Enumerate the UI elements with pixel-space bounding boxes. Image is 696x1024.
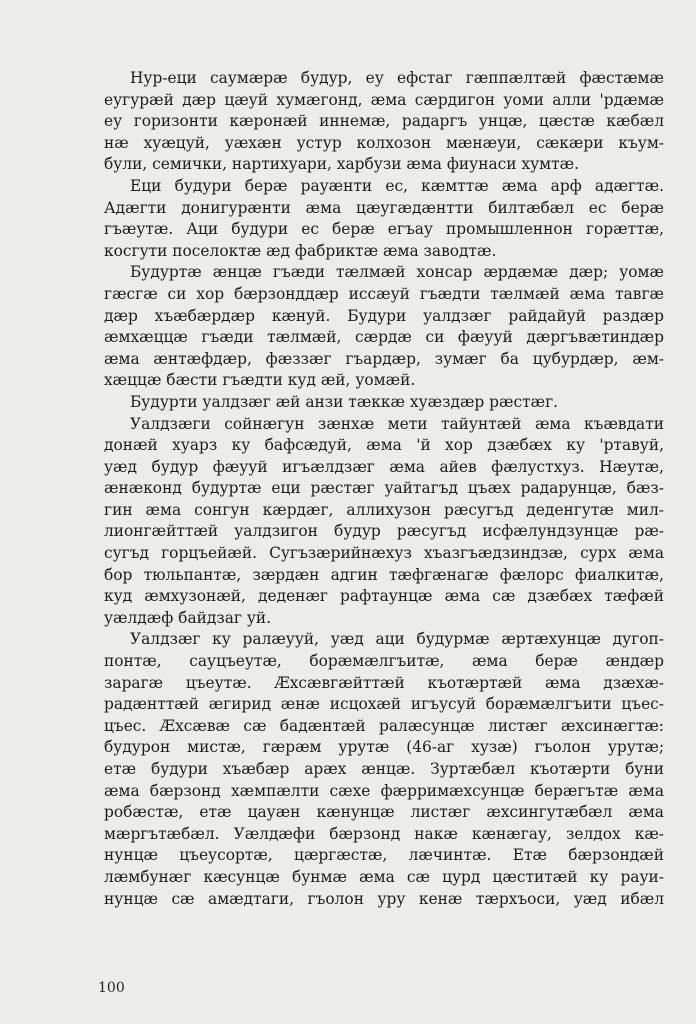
text-line: уæлдæф байдзаг уй. <box>104 608 272 627</box>
text-line: косгути поселоктæ æд фабриктæ æма заводтæ. <box>104 241 497 260</box>
text-line: донæй хуарз ку бафсæдуй, æма 'й хор дзæбæх ку 'ртавуй, <box>104 436 664 455</box>
text-line: будурон мистæ, гæрæм урутæ (46-аг хузæ) гъолон урутæ; <box>104 738 664 757</box>
text-line: уæд будур фæууй игъæлдзæг æма айев фæлустхуз. Нæутæ, <box>104 457 664 476</box>
text-line: бор тюльпантæ, зæрдæн адгин тæфгæнагæ фæлорс фиалкитæ, <box>104 565 664 584</box>
text-line: зарагæ цъеутæ. Æхсæвгæйттæй къотæртæй æма дзæхæ- <box>104 673 664 692</box>
text-line: цъес. Æхсæвæ сæ бадæнтæй ралæсунцæ листæг æхсинæгтæ: <box>104 716 664 735</box>
text-line: робæстæ, етæ цауæн кæнунцæ листæг æхсингутæбæл æма <box>104 803 664 822</box>
text-line: дæр хъæбæрдæр кæнуй. Будури уалдзæг райдайуй раздæр <box>104 306 664 325</box>
text-line: Будурти уалдзæг æй анзи тæккæ хуæздæр рæстæг. <box>130 392 559 411</box>
text-line: Уалдзæг ку ралæууй, уæд аци будурмæ æртæхунцæ дугоп- <box>130 630 664 649</box>
text-line: гæсгæ си хор бæрзонддæр иссæуй гъæдти тæлмæй æма тавгæ <box>104 284 664 303</box>
text-line: æнæконд будуртæ еци рæстæг уайтагъд цъæх радарунцæ, бæз- <box>104 479 664 498</box>
text-line: Еци будури берæ рауæнти ес, кæмттæ æма арф адæгтæ. <box>130 176 664 195</box>
text-line: еугурæй дæр цæуй хумæгонд, æма сæрдигон уоми алли 'рдæмæ <box>104 90 664 109</box>
text-line: нунцæ сæ амæдтаги, гъолон уру кенæ тæрхъоси, уæд ибæл <box>104 889 664 908</box>
text-line: гъæутæ. Аци будури ес берæ егъау промышленнон горæттæ, <box>104 220 664 239</box>
text-line: радæнттæй æгирид æнæ исцохæй игъусуй борæмæлгъити цъес- <box>104 695 664 714</box>
text-line: æма бæрзонд хæмпæлти сæхе фæрримæхсунцæ берæгътæ æма <box>104 781 664 800</box>
text-line: сугъд горцъейæй. Сугъзæрийнæхуз хъазгъæдзиндзæ, сурх æма <box>104 544 664 563</box>
text-line: æмхæццæ гъæди тæлмæй, сæрдæ си фæууй дæргъвæтиндæр <box>104 328 664 347</box>
text-line: Нур-еци саумæрæ будур, еу ефстаг гæппæлтæй фæстæмæ <box>130 69 664 87</box>
text-line: гин æма сонгун кæрдæг, аллихузон рæсугъд деденгутæ мил- <box>104 500 664 519</box>
text-line: Будуртæ æнцæ гъæди тæлмæй хонсар æрдæмæ дæр; уомæ <box>130 263 664 282</box>
text-line: куд æмхузонæй, деденæг рафтаунцæ æма сæ дзæбæх тæфæй <box>104 587 664 606</box>
text-line: еу горизонти кæронæй иннемæ, радаргъ унцæ, цæстæ кæбæл <box>104 112 664 131</box>
text-line: етæ будури хъæбæр арæх æнцæ. Зуртæбæл къотæрти буни <box>104 760 664 778</box>
text-line: понтæ, сауцъеутæ, борæмæлгъитæ, æма берæ æндæр <box>104 652 664 671</box>
text-line: æма æнтæфдæр, фæззæг гъардæр, зумæг ба цубурдæр, æм- <box>104 349 664 368</box>
text-line: нунцæ цъеусортæ, цæргæстæ, лæчинтæ. Етæ бæрзондæй <box>104 846 664 865</box>
text-line: Уалдзæги сойнæгун зæнхæ мети тайунтæй æма къæвдати <box>130 414 664 433</box>
text-line: нæ хуæцуй, уæхæн устур колхозон мæнæуи, сæкæри къум- <box>104 133 664 152</box>
body-text <box>104 68 664 910</box>
text-line: лионгæйттæй уалдзигон будур рæсугъд исфæлундзунцæ рæ- <box>104 522 664 541</box>
text-line: були, семички, нартихуари, харбузи æма фиунаси хумтæ. <box>104 155 580 174</box>
page-number: 100 <box>98 980 125 996</box>
text-line: мæргътæбæл. Уæлдæфи бæрзонд накæ кæнæгау, зелдох кæ- <box>104 824 664 843</box>
text-line: лæмбунæг кæсунцæ бунмæ æма сæ цурд цæститæй ку рауи- <box>104 867 664 886</box>
text-line: Адæгти донигурæнти æма цæугæдæнтти билтæбæл ес берæ <box>104 198 664 217</box>
text-line: хæццæ бæсти гъæдти куд æй, уомæй. <box>104 371 416 390</box>
